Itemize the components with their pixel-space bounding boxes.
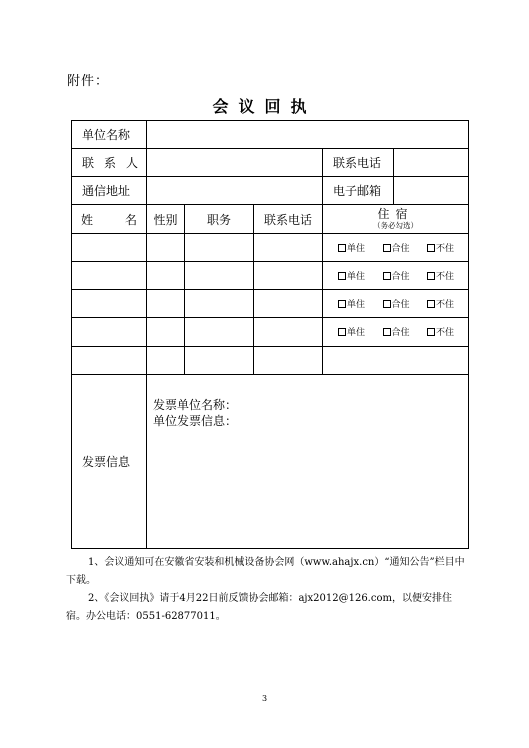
attachment-label: 附件：: [67, 74, 110, 89]
checkbox-icon: [427, 328, 435, 336]
header-stay: [323, 205, 469, 234]
stay-option-label: 合住: [391, 328, 410, 339]
header-stay-label: 住宿: [377, 207, 414, 222]
stay-option-shared[interactable]: [383, 241, 410, 254]
attendee-gender-cell[interactable]: [147, 262, 185, 290]
stay-option-label: 单住: [347, 244, 366, 255]
stay-option-shared[interactable]: [383, 297, 410, 310]
stay-option-single[interactable]: [338, 269, 365, 282]
stay-option-label: 不住: [436, 300, 455, 311]
checkbox-icon: [427, 272, 435, 280]
attendee-phone-cell[interactable]: [254, 234, 323, 262]
attendee-position-cell[interactable]: [185, 290, 254, 318]
header-phone: 联系电话: [254, 205, 323, 234]
attendee-phone-cell[interactable]: [254, 262, 323, 290]
stay-option-single[interactable]: [338, 241, 365, 254]
stay-option-label: 不住: [436, 244, 455, 255]
attendee-name-cell[interactable]: [72, 262, 147, 290]
stay-option-none[interactable]: [427, 241, 454, 254]
stay-option-label: 单住: [347, 300, 366, 311]
checkbox-icon: [338, 272, 346, 280]
stay-option-none[interactable]: [427, 325, 454, 338]
attendee-row: [72, 290, 469, 318]
attendee-position-cell[interactable]: [185, 234, 254, 262]
contact-phone-label: 联系电话: [323, 149, 394, 177]
stay-option-label: 单住: [347, 328, 366, 339]
checkbox-icon: [338, 244, 346, 252]
checkbox-icon: [338, 300, 346, 308]
checkbox-icon: [383, 328, 391, 336]
stay-option-label: 合住: [391, 272, 410, 283]
stay-option-label: 合住: [391, 300, 410, 311]
attendee-name-cell[interactable]: [72, 318, 147, 346]
attendee-position-cell[interactable]: [185, 346, 254, 374]
invoice-unit-info-label: 单位发票信息：: [153, 413, 238, 428]
stay-option-none[interactable]: [427, 297, 454, 310]
notes: [66, 554, 468, 626]
header-name-a: 姓: [81, 212, 94, 227]
stay-option-label: 不住: [436, 272, 455, 283]
header-name-b: 名: [124, 212, 137, 227]
note-download: 1、会议通知可在安徽省安装和机械设备协会网（www.ahajx.cn）“通知公告”栏目中下载。: [66, 557, 465, 586]
stay-option-label: 合住: [391, 244, 410, 255]
stay-options: [323, 318, 469, 346]
note-deadline: 2、《会议回执》请于4月22日前反馈协会邮箱：ajx2012@126.com，以便安排住宿。办公电话：0551-62877011。: [66, 593, 452, 622]
attendee-gender-cell[interactable]: [147, 346, 185, 374]
contact-phone-field[interactable]: [394, 149, 469, 177]
checkbox-icon: [383, 300, 391, 308]
unit-name-field[interactable]: [147, 121, 469, 149]
checkbox-icon: [427, 244, 435, 252]
checkbox-icon: [427, 300, 435, 308]
attendee-gender-cell[interactable]: [147, 290, 185, 318]
unit-name-label: 单位名称: [72, 121, 147, 149]
stay-cell-empty[interactable]: [323, 346, 469, 374]
header-name: [72, 205, 147, 234]
attendee-row: [72, 346, 469, 374]
attendee-position-cell[interactable]: [185, 318, 254, 346]
stay-options: [323, 262, 469, 290]
invoice-label: 发票信息: [72, 374, 147, 548]
checkbox-icon: [383, 244, 391, 252]
attendee-gender-cell[interactable]: [147, 318, 185, 346]
header-position: 职务: [185, 205, 254, 234]
attendee-name-cell[interactable]: [72, 290, 147, 318]
attendee-name-cell[interactable]: [72, 346, 147, 374]
email-label: 电子邮箱: [323, 177, 394, 205]
stay-options: [323, 290, 469, 318]
stay-options: [323, 234, 469, 262]
stay-option-shared[interactable]: [383, 325, 410, 338]
email-field[interactable]: [394, 177, 469, 205]
header-stay-note: （务必勾选）: [373, 221, 419, 231]
attendee-phone-cell[interactable]: [254, 318, 323, 346]
checkbox-icon: [338, 328, 346, 336]
attendee-row: [72, 234, 469, 262]
stay-option-single[interactable]: [338, 325, 365, 338]
stay-option-shared[interactable]: [383, 269, 410, 282]
attendee-row: [72, 318, 469, 346]
attendee-row: [72, 262, 469, 290]
page-title: 会议回执: [212, 97, 317, 116]
contact-person-field[interactable]: [147, 149, 323, 177]
checkbox-icon: [383, 272, 391, 280]
receipt-form-table: [71, 120, 469, 549]
page-number: 3: [261, 694, 268, 703]
stay-option-label: 单住: [347, 272, 366, 283]
address-field[interactable]: [147, 177, 323, 205]
stay-option-single[interactable]: [338, 297, 365, 310]
invoice-field[interactable]: [147, 374, 469, 548]
invoice-unit-name-label: 发票单位名称：: [153, 397, 238, 412]
attendee-name-cell[interactable]: [72, 234, 147, 262]
contact-person-label: 联系人: [72, 149, 147, 177]
attendee-position-cell[interactable]: [185, 262, 254, 290]
address-label: 通信地址: [72, 177, 147, 205]
attendee-phone-cell[interactable]: [254, 290, 323, 318]
stay-option-none[interactable]: [427, 269, 454, 282]
stay-option-label: 不住: [436, 328, 455, 339]
attendee-gender-cell[interactable]: [147, 234, 185, 262]
attendee-phone-cell[interactable]: [254, 346, 323, 374]
header-gender: 性别: [147, 205, 185, 234]
